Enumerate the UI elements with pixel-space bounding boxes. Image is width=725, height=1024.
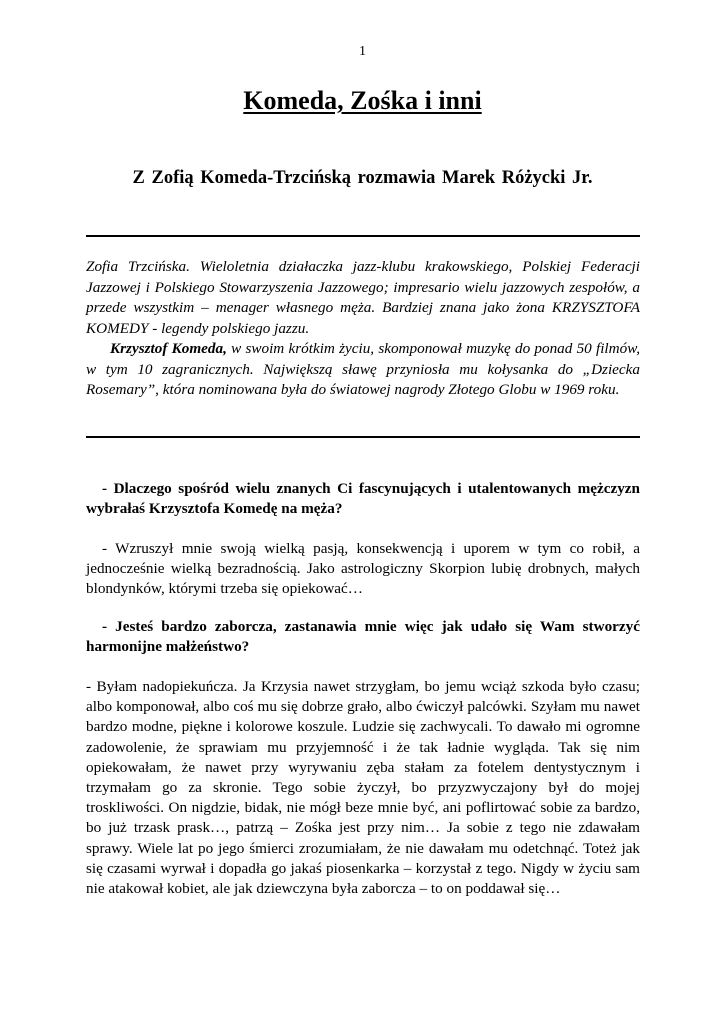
article-subtitle: Z Zofią Komeda-Trzcińską rozmawia Marek Różycki Jr. [132,168,593,188]
question-1: - Dlaczego spośród wielu znanych Ci fascynujących i utalentowanych mężczyzn wybrałaś Krzysztofa Komedę na męża? [86,480,640,518]
intro-paragraph-1: Zofia Trzcińska. Wieloletnia działaczka jazz-klubu krakowskiego, Polskiej Federacji Jazzowej i Polskiego Stowarzyszenia Jazzowego; impresario wielu jazzowych zespołów, a przede wszystkim – menager własnego męża. Bardziej znana jako żona KRZYSZTOFA KOMEDY - legendy polskiego jazzu. [86,258,640,337]
page-number: 1 [359,44,366,59]
intro-name: Krzysztof Komeda, [110,340,227,357]
divider-top [86,235,640,237]
intro-paragraph-2-text: w swoim krótkim życiu, skomponował muzykę do ponad 50 filmów, w tym 10 zagranicznych. Największą sławę przyniosła mu kołysanka do „Dziecka Rosemary”, która nominowana była do światowej nagrody Złotego Globu w 1969 roku. [86,340,640,398]
article-title: Komeda, Zośka i inni [243,86,482,115]
divider-bottom [86,436,640,438]
intro-paragraph-2 [86,339,640,401]
intro-block [86,257,640,401]
question-2: - Jesteś bardzo zaborcza, zastanawia mnie więc jak udało się Wam stworzyć harmonijne małżeństwo? [86,618,640,656]
answer-1: - Wzruszył mnie swoją wielką pasją, konsekwencją i uporem w tym co robił, a jednocześnie wielką bezradnością. Jako astrologiczny Skorpion lubię drobnych, małych blondynków, którymi trzeba się opiekować… [86,540,640,598]
answer-2: - Byłam nadopiekuńcza. Ja Krzysia nawet strzygłam, bo jemu wciąż szkoda było czasu; albo komponował, albo coś mu się dobrze grało, albo ćwiczył palcówki. Szyłam mu nawet bardzo modne, piękne i kolorowe koszule. Ludzie się zachwycali. To dawało mi ogromne zadowolenie, że sprawiam mu przyjemność i że tak ładnie wygląda. Tak się nim opiekowałam, że nawet przy wyrywaniu zęba stałam za fotelem dentystycznym i trzymałam go za skronie. Tego sobie życzył, bo przyzwyczajony był do mojej troskliwości. On nigdzie, bidak, nie mógł beze mnie być, ani poflirtować sobie za bardzo, bo już trzask prask…, patrzą – Zośka jest przy nim… Ja sobie z tego nie zdawałam sprawy. Wiele lat po jego śmierci zrozumiałam, że nie dawałam mu odetchnąć. Toteż jak się czasami wyrwał i dopadła go jakaś piosenkarka – korzystał z tego. Nigdy w życiu sam nie atakował kobiet, ale jak dziewczyna była zaborcza – to on poddawał się… [86,678,640,898]
